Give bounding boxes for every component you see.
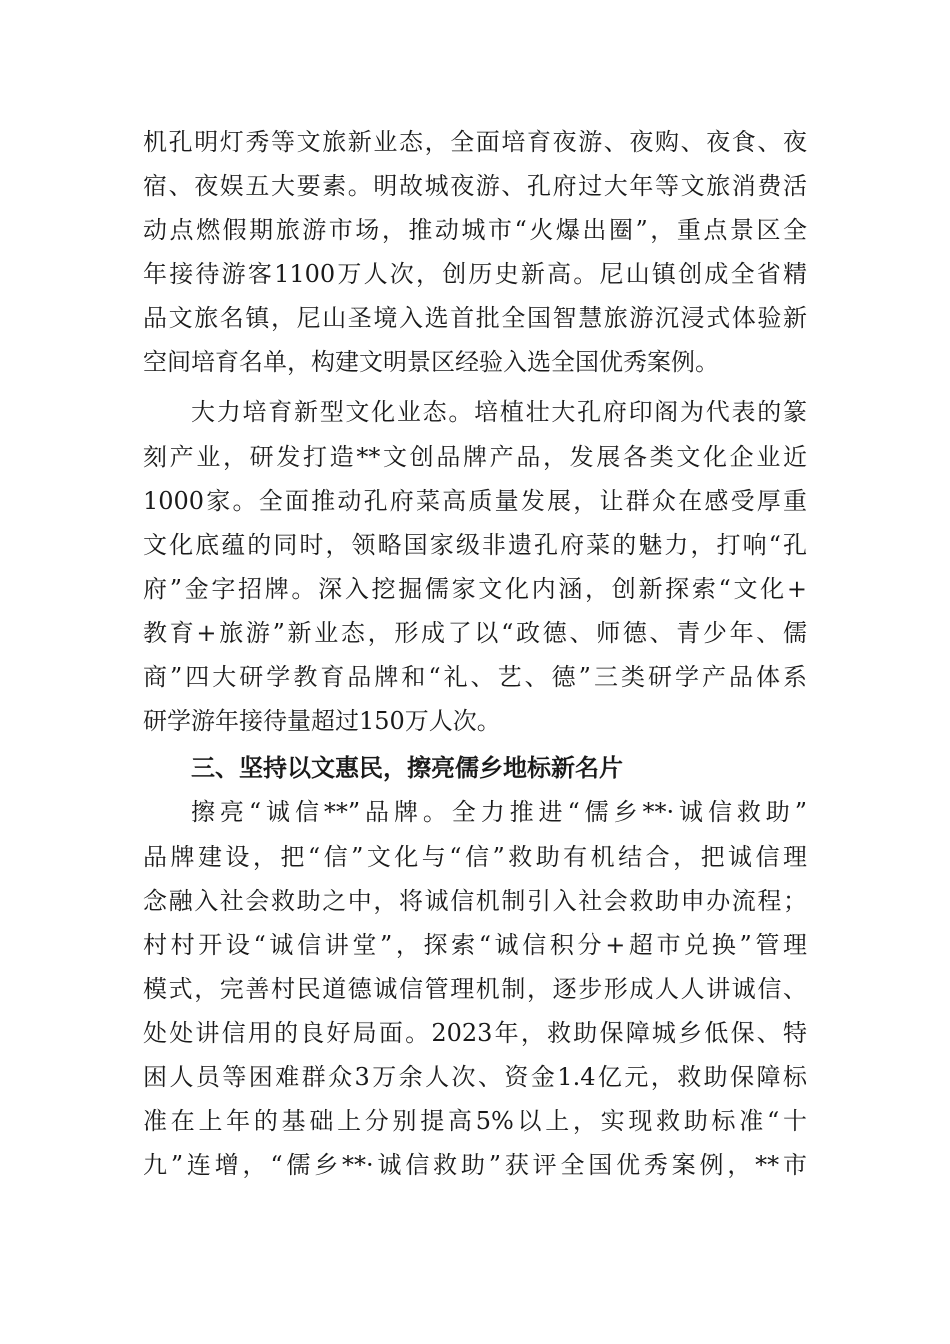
paragraph-line: 研学游年接待量超过150万人次。: [143, 707, 501, 735]
paragraph-line: 模式，完善村民道德诚信管理机制，逐步形成人人讲诚信、: [143, 975, 807, 1003]
paragraph-line: 处处讲信用的良好局面。2023年，救助保障城乡低保、特: [143, 1019, 807, 1047]
paragraph-line: 府”金字招牌。深入挖掘儒家文化内涵，创新探索“文化+: [143, 575, 807, 603]
paragraph-line: 念融入社会救助之中，将诚信机制引入社会救助申办流程；: [143, 887, 807, 915]
paragraph-line: 机孔明灯秀等文旅新业态，全面培育夜游、夜购、夜食、夜: [143, 128, 807, 156]
paragraph-line: 教育+旅游”新业态，形成了以“政德、师德、青少年、儒: [143, 619, 807, 647]
paragraph-line: 商”四大研学教育品牌和“礼、艺、德”三类研学产品体系: [143, 663, 807, 691]
paragraph-line: 准在上年的基础上分别提高5%以上，实现救助标准“十: [143, 1107, 807, 1135]
paragraph-line: 空间培育名单，构建文明景区经验入选全国优秀案例。: [143, 348, 719, 376]
paragraph-line: 九”连增，“儒乡**·诚信救助”获评全国优秀案例，**市: [143, 1151, 807, 1179]
paragraph-line: 村村开设“诚信讲堂”，探索“诚信积分+超市兑换”管理: [143, 931, 807, 959]
paragraph-line: 宿、夜娱五大要素。明故城夜游、孔府过大年等文旅消费活: [143, 172, 807, 200]
paragraph-line: 品牌建设，把“信”文化与“信”救助有机结合，把诚信理: [143, 843, 807, 871]
paragraph-line: 年接待游客1100万人次，创历史新高。尼山镇创成全省精: [143, 260, 807, 288]
paragraph-line: 擦亮“诚信**”品牌。全力推进“儒乡**·诚信救助”: [191, 798, 807, 826]
paragraph-line: 文化底蕴的同时，领略国家级非遗孔府菜的魅力，打响“孔: [143, 531, 807, 559]
paragraph-line: 动点燃假期旅游市场，推动城市“火爆出圈”，重点景区全: [143, 216, 807, 244]
paragraph-line: 刻产业，研发打造**文创品牌产品，发展各类文化企业近: [143, 443, 807, 471]
paragraph-line: 困人员等困难群众3万余人次、资金1.4亿元，救助保障标: [143, 1063, 807, 1091]
section-heading: 三、坚持以文惠民，擦亮儒乡地标新名片: [191, 754, 623, 782]
paragraph-line: 1000家。全面推动孔府菜高质量发展，让群众在感受厚重: [143, 487, 807, 515]
paragraph-line: 大力培育新型文化业态。培植壮大孔府印阁为代表的篆: [191, 398, 807, 426]
paragraph-line: 品文旅名镇，尼山圣境入选首批全国智慧旅游沉浸式体验新: [143, 304, 807, 332]
